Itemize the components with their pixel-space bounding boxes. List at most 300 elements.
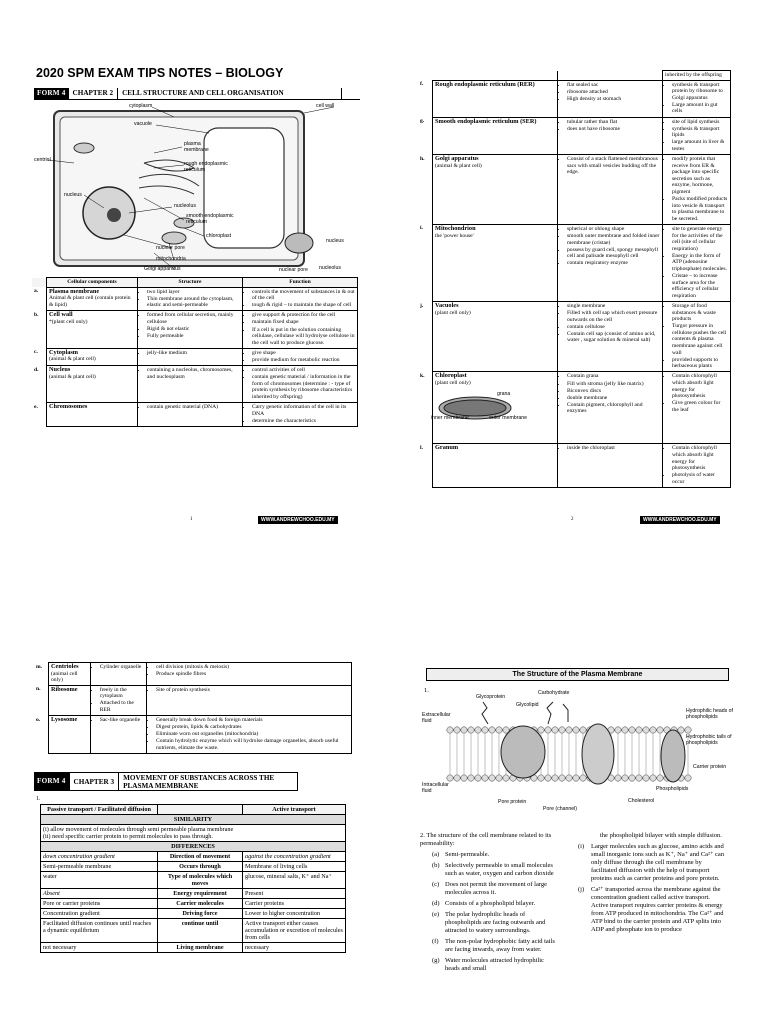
table-row xyxy=(418,117,731,154)
function-cell xyxy=(663,224,731,301)
phospholipid-head xyxy=(629,775,635,781)
difference-row xyxy=(41,899,346,909)
item-text: Does not permit the movement of large molecules across it. xyxy=(445,881,548,896)
row-letter: h. xyxy=(420,155,425,162)
structure-cell xyxy=(90,685,146,715)
bullet-item: • freely in the cytoplasm xyxy=(100,687,144,700)
component-name: Nucleus xyxy=(49,366,71,374)
bullet-item: • Eliminate worn out organelles (mitochondria) xyxy=(156,731,349,738)
phospholipid-head xyxy=(468,727,474,733)
structure-cell xyxy=(138,311,243,348)
phospholipid-head xyxy=(496,775,502,781)
bullet-item: • large amount in liver & testes xyxy=(672,139,728,152)
document-title: 2020 SPM EXAM TIPS NOTES – BIOLOGY xyxy=(36,66,284,80)
bullet-item: • provided supports to herbaceous plants xyxy=(672,357,728,370)
col-function: Function xyxy=(243,278,358,288)
passive-value: down concentration gradient xyxy=(41,852,158,862)
phospholipid-head xyxy=(657,727,663,733)
label-carbohydrate: Carbohydrate xyxy=(538,690,570,696)
row-letter: l. xyxy=(420,444,423,451)
item-label: (b) xyxy=(432,862,440,869)
bullet-item: • give shape xyxy=(252,350,355,357)
bullet-item: • spherical or oblong shape xyxy=(567,226,660,233)
bullet-item: • determine the characteristics xyxy=(252,418,355,425)
bullet-item: • Give green colour for the leaf xyxy=(672,400,728,413)
bullet-item: • Fill with stroma (jelly like matrix) xyxy=(567,381,660,388)
bullet-item: • synthesis & transport protein by ribosome to Golgi apparatus xyxy=(672,82,728,102)
difference-row xyxy=(41,862,346,872)
item-label: (i) xyxy=(578,843,585,850)
structure-cell xyxy=(558,302,663,372)
right-lead: the phospholipid bilayer with simple diffusion. xyxy=(600,832,722,839)
table-row xyxy=(32,311,358,348)
row-letter: n. xyxy=(36,686,41,693)
bullet-item: • Sac-like organelle xyxy=(100,717,144,724)
function-cell xyxy=(243,366,358,403)
bullet-item: • photolysis of water occur xyxy=(672,472,728,485)
label-cytoplasm: cytoplasm xyxy=(129,103,153,109)
structure-cell xyxy=(558,224,663,301)
phospholipid-head xyxy=(622,727,628,733)
mt-header-passive: Passive transport / Facilitated diffusion xyxy=(41,805,158,815)
component-cell xyxy=(47,348,138,365)
function-cell xyxy=(663,444,731,488)
plant-cell-diagram xyxy=(34,103,356,273)
phospholipid-head xyxy=(475,775,481,781)
phospholipid-head xyxy=(636,727,642,733)
list-item xyxy=(432,851,560,859)
active-value: against the concentration gradient xyxy=(243,852,346,862)
component-name: Vacuoles xyxy=(435,302,459,309)
chapter-tag: CHAPTER 2 xyxy=(69,88,119,99)
bullet-item: • controls the movement of substances in & out of the cell xyxy=(252,289,355,302)
label-smooth-er: smooth endoplasmic reticulum xyxy=(186,213,234,225)
structure-cell xyxy=(90,663,146,686)
bullet-item: • inside the chloroplast xyxy=(567,445,660,452)
active-value: Membrane of living cells xyxy=(243,862,346,872)
component-note: *(plant cell only) xyxy=(49,318,88,325)
bullet-item: • jelly-like medium xyxy=(147,350,240,357)
active-value: necessary xyxy=(243,943,346,953)
label-phospholipids: Phospholipids xyxy=(656,786,689,792)
row-letter: m. xyxy=(36,663,43,670)
function-cell xyxy=(243,287,358,311)
bullet-item: • If a cell is put in the solution containing cellulase, cellulase will hydrolyse cellulose in the cell wall to produce glucose. xyxy=(252,327,355,347)
bullet-item: • Consist of a stack flattened membranous sacs with small vesicles budding off the edge. xyxy=(567,156,660,176)
structure-cell xyxy=(558,80,663,117)
structure-cell xyxy=(138,287,243,311)
label-glycoprotein: Glycoprotein xyxy=(476,694,506,700)
bullet-item: • Attached to the RER xyxy=(100,700,144,713)
table-row xyxy=(418,80,731,117)
table-row xyxy=(418,302,731,372)
phospholipid-head xyxy=(650,775,656,781)
structure-cell xyxy=(558,155,663,225)
bullet-item: • control activities of cell xyxy=(252,367,355,374)
chapter-tag: CHAPTER 3 xyxy=(69,772,120,791)
table-row xyxy=(34,716,352,754)
phospholipid-head xyxy=(657,775,663,781)
label-cell-wall: cell wall xyxy=(316,103,335,109)
col-structure: Structure xyxy=(138,278,243,288)
page-number: 1 xyxy=(190,517,193,522)
label-plasma-membrane: plasma membrane xyxy=(184,141,209,153)
function-cell xyxy=(243,403,358,427)
component-note: (animal cell only) xyxy=(51,670,78,684)
item-text: The polar hydrophilic heads of phospholipids are facing outwards and attracted to watery surroundings. xyxy=(445,911,546,934)
similarity-label: SIMILARITY xyxy=(41,815,346,825)
table-row xyxy=(34,663,352,686)
bullet-item: • Thin membrane around the cytoplasm, elastic and semi-permeable xyxy=(147,296,240,309)
label-rough-er: rough endoplasmic reticulum xyxy=(184,161,228,173)
component-cell xyxy=(47,403,138,427)
component-name: Centrioles xyxy=(51,663,79,670)
component-note: (plant cell only) xyxy=(435,380,471,387)
component-cell xyxy=(433,224,558,301)
mt-header-active: Active transport xyxy=(243,805,346,815)
phospholipid-head xyxy=(461,775,467,781)
bullet-item: • tubular rather than flat xyxy=(567,119,660,126)
phospholipid-head xyxy=(566,727,572,733)
cell-components-table-3 xyxy=(34,662,352,754)
bullet-item: • Large amount in gut cells xyxy=(672,102,728,115)
phospholipid-head xyxy=(650,727,656,733)
label-nucleolus-right: nucleolus xyxy=(319,265,341,271)
phospholipid-head xyxy=(629,727,635,733)
passive-value: Semi-permeable membrane xyxy=(41,862,158,872)
phospholipid-head xyxy=(538,727,544,733)
passive-value: Concentration gradient xyxy=(41,909,158,919)
label-nuclear-pore: nuclear pore xyxy=(156,245,185,251)
bullet-item: • Generally break down food & foreign materials xyxy=(156,717,349,724)
label-intracellular: Intracellular fluid xyxy=(422,782,449,794)
passive-value: water xyxy=(41,872,158,889)
function-cell xyxy=(663,117,731,154)
row-letter: f. xyxy=(420,81,424,88)
row-letter: a. xyxy=(34,288,39,295)
bullet-item: • Fully permeable xyxy=(147,333,240,340)
passive-value: not necessary xyxy=(41,943,158,953)
phospholipid-head xyxy=(636,775,642,781)
function-cell xyxy=(663,155,731,225)
item-text: Water molecules attracted hydrophilic heads and small xyxy=(445,957,544,972)
cell-components-table xyxy=(32,277,358,427)
permeability-left-column xyxy=(420,832,560,976)
phospholipid-head xyxy=(454,727,460,733)
list-item xyxy=(432,900,560,908)
item-text: Semi-permeable. xyxy=(445,851,490,858)
bullet-item: • synthesis & transport lipids xyxy=(672,126,728,139)
component-cell xyxy=(433,372,558,444)
label-mitochondria: mitochondria xyxy=(156,256,186,262)
chloroplast-drawing xyxy=(431,390,555,423)
component-name: Smooth endoplasmic reticulum (SER) xyxy=(435,117,537,125)
bullet-item: • Filled with cell sap which exert pressure outwards on the cell xyxy=(567,310,660,323)
difference-row xyxy=(41,852,346,862)
component-note: (animal & plant cell) xyxy=(49,373,96,380)
active-value: glucose, mineral salts, K⁺ and Na⁺ xyxy=(243,872,346,889)
label-pore-channel: Pore (channel) xyxy=(543,806,578,812)
form-tag: FORM 4 xyxy=(34,772,69,791)
phospholipid-head xyxy=(566,775,572,781)
component-cell xyxy=(433,444,558,488)
component-name: Chromosomes xyxy=(49,403,88,410)
row-letter: i. xyxy=(420,225,423,232)
structure-cell xyxy=(558,117,663,154)
phospholipid-head xyxy=(489,727,495,733)
bullet-item: • Produce spindle fibres xyxy=(156,671,349,678)
phospholipid-head xyxy=(454,775,460,781)
label-nucleus-right: nucleus xyxy=(326,238,344,244)
label-glycolipid: Glycolipid xyxy=(516,702,539,708)
plant-cell-drawing xyxy=(34,103,356,273)
phospholipid-head xyxy=(559,775,565,781)
component-name: Chloroplast xyxy=(435,372,467,380)
passive-value: Absent xyxy=(41,889,158,899)
bullet-item: • flat sealed sac xyxy=(567,82,660,89)
label-hydrophilic: Hydrophilic heads of phospholipids xyxy=(686,708,733,720)
label-hydrophobic: Hydrophobic tails of phospholipids xyxy=(686,734,732,746)
bullet-item: • Contain chlorophyll which absorb light energy for photosynthesis xyxy=(672,373,728,399)
phospholipid-head xyxy=(685,775,691,781)
chapter-title: MOVEMENT OF SUBSTANCES ACROSS THE PLASMA MEMBRANE xyxy=(119,772,298,791)
label-extracellular: Extracellular fluid xyxy=(422,712,451,724)
phospholipid-head xyxy=(643,775,649,781)
page-number: 2 xyxy=(571,517,574,522)
phospholipid-head xyxy=(461,727,467,733)
structure-cell xyxy=(558,444,663,488)
bullet-item: • double membrane xyxy=(567,395,660,402)
plasma-membrane-diagram xyxy=(422,690,733,812)
component-name: Granum xyxy=(435,444,459,452)
website-url: WWW.ANDREWCHOO.EDU.MY xyxy=(258,516,338,524)
phospholipid-head xyxy=(552,775,558,781)
label-nuclear-pore-right: nuclear pore xyxy=(279,267,308,273)
page-2 xyxy=(418,62,733,530)
difference-row xyxy=(41,943,346,953)
item-label: (e) xyxy=(432,911,440,918)
list-item xyxy=(432,938,560,954)
passive-value: Pore or carrier proteins xyxy=(41,899,158,909)
difference-row xyxy=(41,919,346,943)
item-number: 1. xyxy=(36,796,41,803)
table-row xyxy=(32,287,358,311)
criterion: Carrier molecules xyxy=(158,899,243,909)
bullet-item: • tough & rigid – to maintain the shape of cell xyxy=(252,302,355,309)
difference-row xyxy=(41,872,346,889)
phospholipid-head xyxy=(573,727,579,733)
bullet-item: • contain genetic material / information in the form of chromosomes (determine : - type of protein synthesis by ribosome characteristics inherited by offspring) xyxy=(252,374,355,400)
label-vacuole: vacuole xyxy=(134,121,152,127)
bullet-item: • Rigid & not elastic xyxy=(147,326,240,333)
component-name: Rough endoplasmic reticulum (RER) xyxy=(435,80,535,88)
bullet-item: • Contain grana xyxy=(567,373,660,380)
bullet-item: • Contain cell sap (consist of amino acid, water , sugar solution & mineral salt) xyxy=(567,331,660,344)
phospholipid-head xyxy=(580,775,586,781)
item-label: (g) xyxy=(432,957,440,964)
point-2-heading: 2. The structure of the cell membrane related to its permeability: xyxy=(420,832,552,847)
criterion: Living membrane xyxy=(158,943,243,953)
function-cell xyxy=(663,80,731,117)
component-name: Golgi apparatus xyxy=(435,155,479,163)
phospholipid-head xyxy=(678,727,684,733)
item-text: The non-polar hydrophobic fatty acid tails are facing inwards, away from water. xyxy=(445,938,555,953)
bullet-item: • site to generate energy for the activities of the cell (site of cellular respiration) xyxy=(672,226,728,252)
component-note: Animal & plant cell (contain protein & lipid) xyxy=(49,295,131,308)
bullet-item: • ribosome attached xyxy=(567,89,660,96)
item-label: (j) xyxy=(578,886,585,893)
component-note: (plant cell only) xyxy=(435,309,471,316)
cell-components-table-2 xyxy=(418,70,731,488)
table-row xyxy=(32,348,358,365)
row-letter: b. xyxy=(34,311,39,318)
bullet-item: • Site of protein synthesis xyxy=(156,687,349,694)
component-note: the 'power house' xyxy=(435,232,474,239)
phospholipid-head xyxy=(447,727,453,733)
active-value: Lower to higher concentration xyxy=(243,909,346,919)
phospholipid-head xyxy=(475,727,481,733)
phospholipid-head xyxy=(685,727,691,733)
bullet-item: • cell division (mitosis & meiosis) xyxy=(156,664,349,671)
criterion: Direction of movement xyxy=(158,852,243,862)
label-centriol: centriol xyxy=(34,157,51,163)
bullet-item: • Storage of food substances & waste products xyxy=(672,303,728,323)
label-nucleolus: nucleolus xyxy=(174,203,196,209)
phospholipid-head xyxy=(622,775,628,781)
phospholipid-head xyxy=(545,775,551,781)
table-row xyxy=(418,224,731,301)
phospholipid-head xyxy=(447,775,453,781)
similarity-text xyxy=(41,825,346,842)
bullet-item: • maintain fixed shape xyxy=(252,319,355,326)
list-item xyxy=(432,881,560,897)
label-nucleus: nucleus xyxy=(64,192,82,198)
bullet-item: • contain cellulose xyxy=(567,324,660,331)
mt-header-blank xyxy=(158,805,243,815)
passive-value: Facilitated diffusion continues until reaches a dynamic equilibrium xyxy=(41,919,158,943)
component-cell xyxy=(47,311,138,348)
label-pore-protein: Pore protein xyxy=(498,799,527,805)
component-name: Cell wall xyxy=(49,311,73,319)
component-name: Lysosome xyxy=(51,716,78,724)
component-name: Plasma membrane xyxy=(49,287,100,295)
item-text: Larger molecules such as glucose, amino acids and small inorganic ions such as K⁺, Na⁺ and Ca²⁺ can only diffuse through the cell membrane by facilitated diffusion with the help of transport proteins such as carrier proteins and pore protein. xyxy=(591,843,725,882)
criterion: Driving force xyxy=(158,909,243,919)
item-text: Consists of a phospholipid bilayer. xyxy=(445,900,536,907)
phospholipid-head xyxy=(615,775,621,781)
bullet-item: • site of lipid synthesis xyxy=(672,119,728,126)
item-label: (f) xyxy=(432,938,439,945)
component-cell xyxy=(433,155,558,225)
bullet-item: • possess by guard cell, spongy mesophyll cell and palisade mesophyll cell xyxy=(567,247,660,260)
bullet-item: • Packs modified products into vesicle & transport to plasma membrane to be secreted. xyxy=(672,196,728,222)
page-3 xyxy=(30,660,360,1020)
component-cell xyxy=(47,366,138,403)
table-row xyxy=(418,155,731,225)
list-item xyxy=(432,862,560,878)
bullet-item: • Contain pigment, chlorophyll and enzymes xyxy=(567,402,660,415)
row-letter: c. xyxy=(34,349,38,356)
function-cell xyxy=(146,685,351,715)
table-row xyxy=(32,403,358,427)
transport-comparison-table xyxy=(40,804,346,953)
phospholipid-head xyxy=(573,775,579,781)
component-cell xyxy=(49,716,91,754)
bullet-item: • give support & protection for the cell xyxy=(252,312,355,319)
component-name: Cytoplasm xyxy=(49,348,79,356)
page-1 xyxy=(30,62,360,530)
bullet-item: • Cylinder organelle xyxy=(100,664,144,671)
criterion: continue until xyxy=(158,919,243,943)
chapter-band-3 xyxy=(34,772,360,791)
bullet-item: • Cristae – to increase surface area for the efficiency of cellular respiration xyxy=(672,273,728,299)
component-cell xyxy=(49,685,91,715)
bullet-item: • formed from cellular secretion, mainly cellulose xyxy=(147,312,240,325)
component-cell xyxy=(433,302,558,372)
row-letter: e. xyxy=(34,403,38,410)
phospholipid-head xyxy=(643,727,649,733)
phospholipid-head xyxy=(482,727,488,733)
bullet-item: • two lipid layer xyxy=(147,289,240,296)
structure-cell xyxy=(90,716,146,754)
chapter-title: CELL STRUCTURE AND CELL ORGANISATION xyxy=(118,88,342,99)
row-letter: j. xyxy=(420,302,424,309)
chloroplast-label-grana: grana xyxy=(497,390,511,397)
list-item xyxy=(578,843,728,883)
phospholipid-head xyxy=(496,727,502,733)
plasma-membrane-drawing xyxy=(428,694,728,812)
item-number: 1. xyxy=(424,687,429,694)
section-title: The Structure of the Plasma Membrane xyxy=(426,668,729,681)
active-value: Present xyxy=(243,889,346,899)
function-cell xyxy=(663,372,731,444)
list-item xyxy=(432,957,560,973)
function-cell xyxy=(146,716,351,754)
component-cell xyxy=(433,80,558,117)
website-url: WWW.ANDREWCHOO.EDU.MY xyxy=(640,516,720,524)
bullet-item: • smooth outer membrane and folded inner membrane (cristae) xyxy=(567,233,660,246)
bullet-item: • Contain chlorophyll which absorb light energy for photosynthesis xyxy=(672,445,728,471)
row-letter: k. xyxy=(420,372,425,379)
bullet-item: • Carry genetic information of the cell in its DNA xyxy=(252,404,355,417)
active-value: Carrier proteins xyxy=(243,899,346,909)
form-tag: FORM 4 xyxy=(34,88,69,99)
phospholipid-head xyxy=(489,775,495,781)
criterion: Energy requirement xyxy=(158,889,243,899)
component-cell xyxy=(49,663,91,686)
component-cell xyxy=(433,117,558,154)
function-cell xyxy=(663,302,731,372)
list-item xyxy=(578,886,728,934)
criterion: Occurs through xyxy=(158,862,243,872)
item-text: Selectively permeable to small molecules such as water, oxygen and carbon dioxide xyxy=(445,862,554,877)
phospholipid-head xyxy=(538,775,544,781)
row-letter: d. xyxy=(34,366,39,373)
bullet-item: • Turgor pressure in cellulose pushes the cell contents & plasma membrane against cell wall xyxy=(672,323,728,356)
difference-row xyxy=(41,909,346,919)
criterion: Type of molecules which moves xyxy=(158,872,243,889)
similarity-1: (i) allow movement of molecules through semi permeable plasma membrane xyxy=(43,826,234,834)
item-label: (d) xyxy=(432,900,440,907)
bullet-item: • Biconvex discs xyxy=(567,388,660,395)
structure-cell xyxy=(138,366,243,403)
component-note: (animal & plant cell) xyxy=(435,162,482,169)
row-letter: o. xyxy=(36,716,41,723)
active-value: Active transport either causes accumulation or excretion of molecules from cells xyxy=(243,919,346,943)
page-4 xyxy=(418,660,733,1020)
bullet-item: • Energy in the form of ATP (adenosine triphosphate) molecules. xyxy=(672,253,728,273)
item-label: (a) xyxy=(432,851,440,858)
